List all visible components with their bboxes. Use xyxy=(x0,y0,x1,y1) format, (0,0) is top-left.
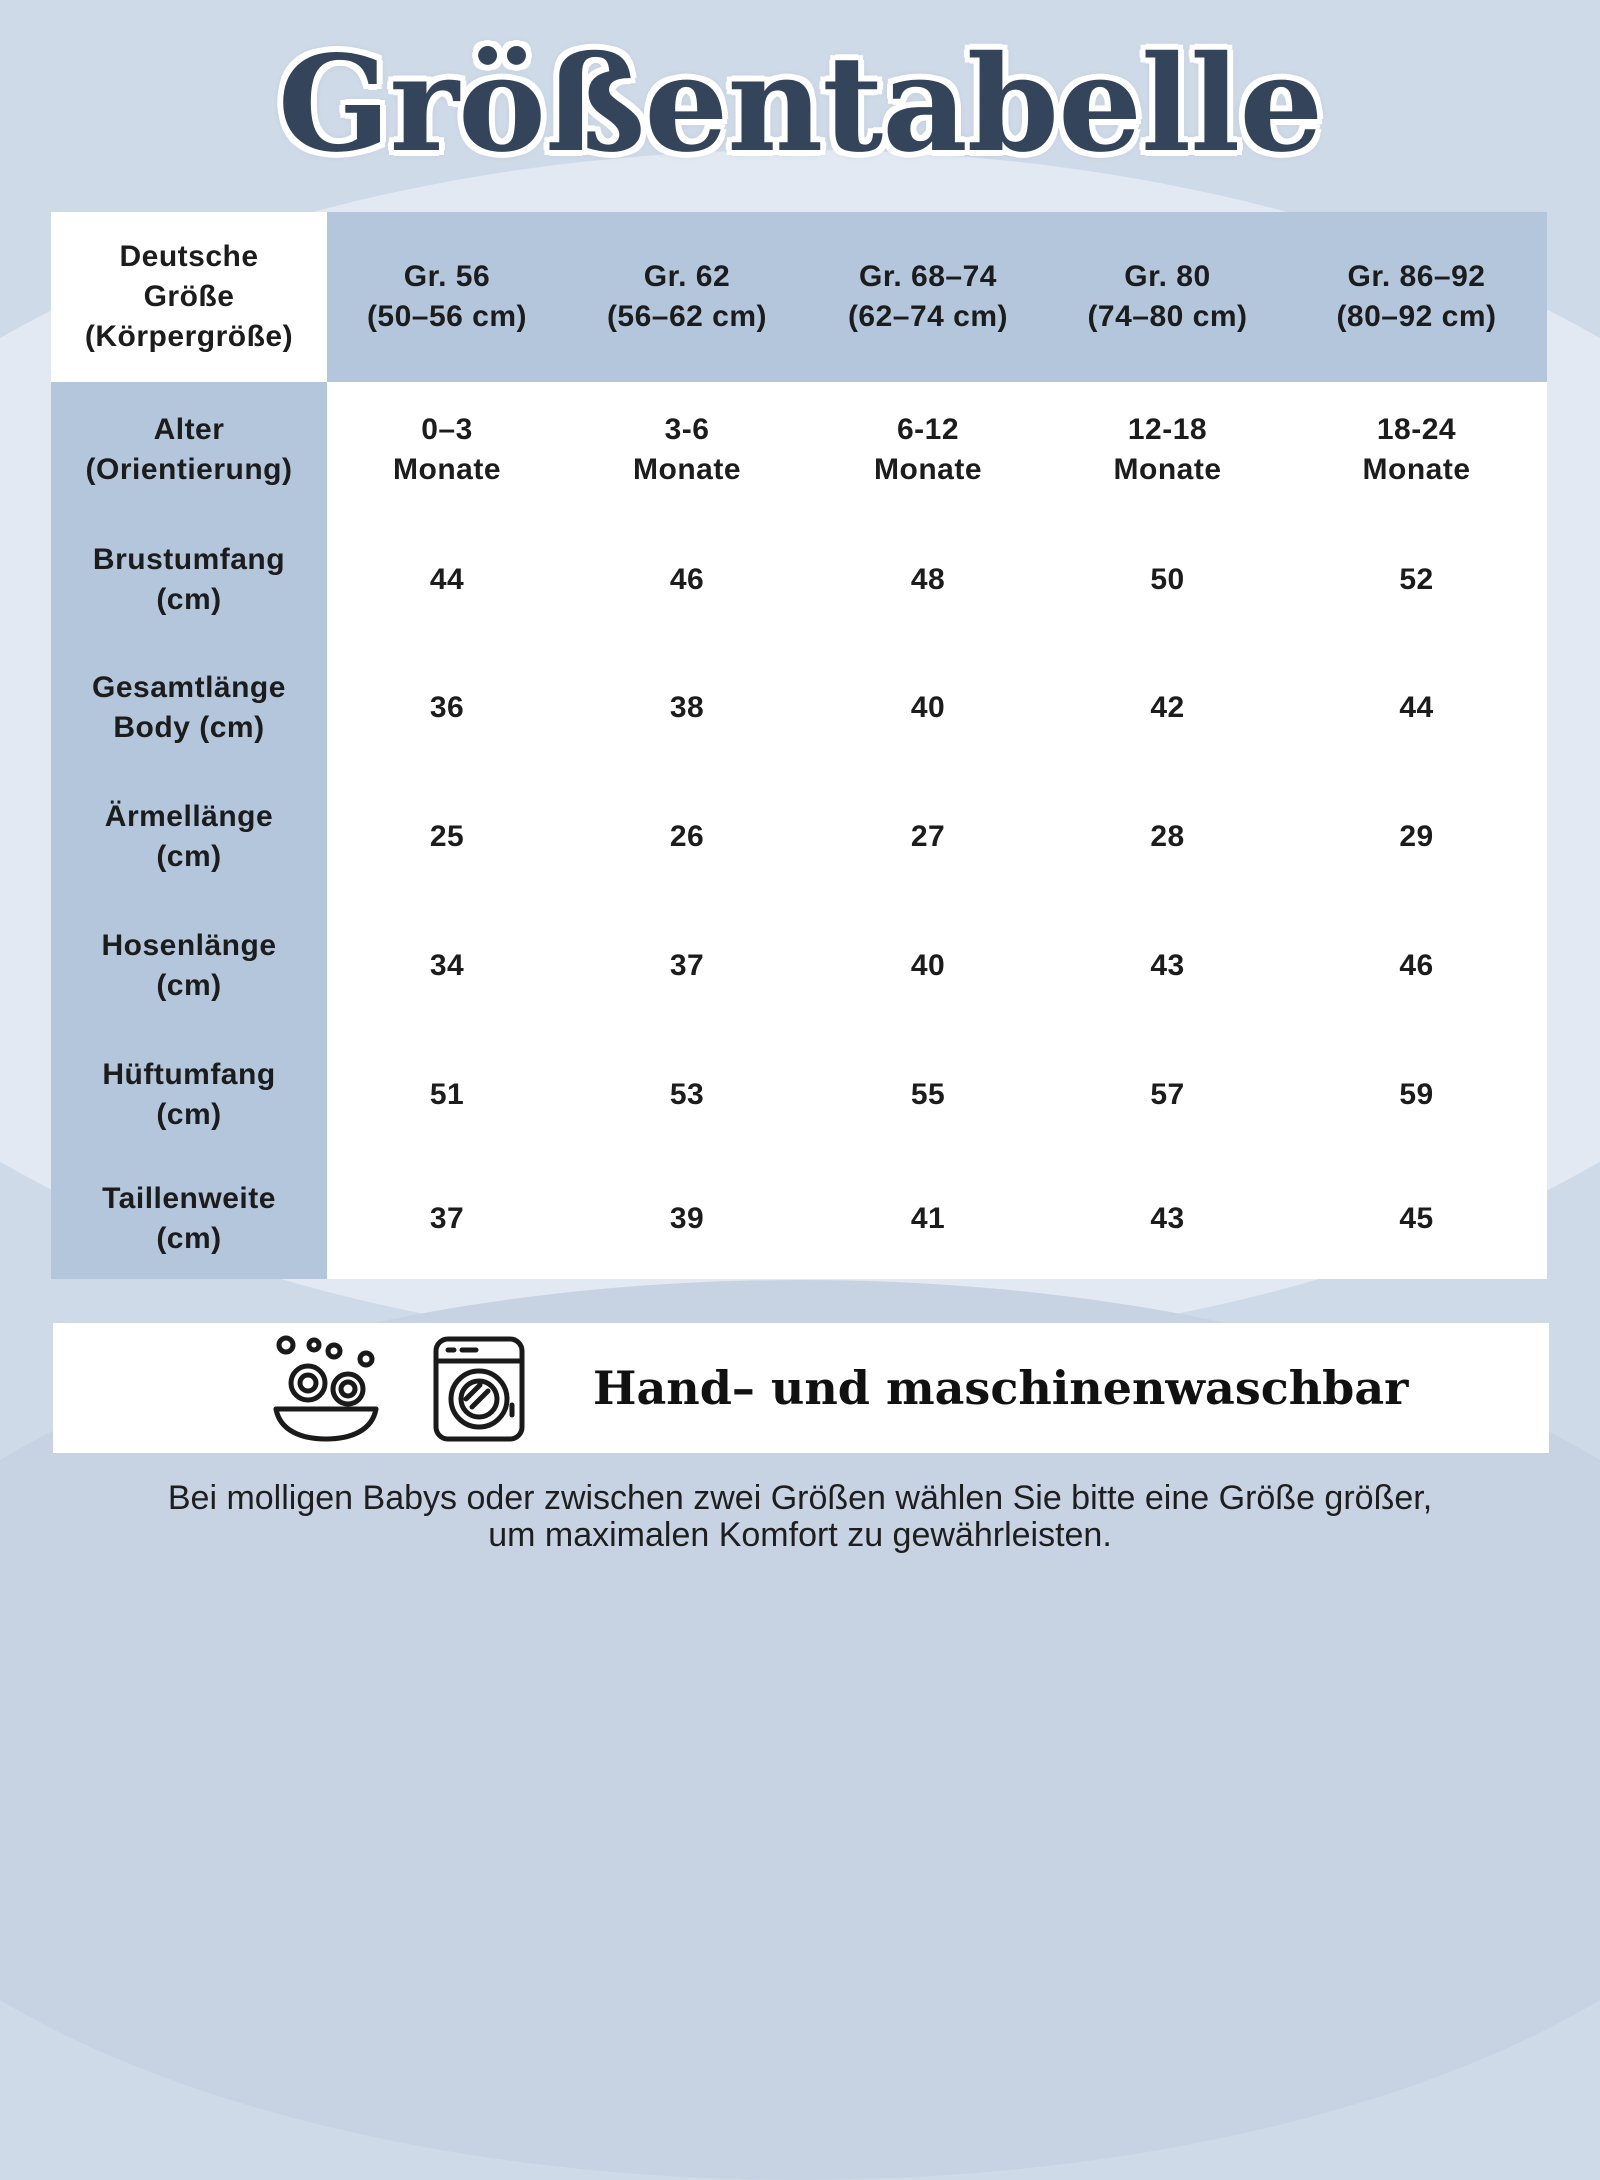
table-cell: 48 xyxy=(910,562,946,596)
table-cell: 42 xyxy=(1150,691,1185,724)
row-label: Hüftumfang (cm) xyxy=(102,1058,276,1131)
table-cell: 46 xyxy=(669,562,705,596)
row-label: Gesamtlänge Body (cm) xyxy=(92,671,286,744)
table-cell: 52 xyxy=(1399,562,1434,596)
column-header: Gr. 62 (56–62 cm) xyxy=(606,260,768,333)
row-label: Brustumfang (cm) xyxy=(92,542,286,616)
row-label: Ärmellänge (cm) xyxy=(104,800,274,873)
table-cell: 50 xyxy=(1150,562,1185,596)
table-cell: 46 xyxy=(1399,949,1434,982)
table-cell: 27 xyxy=(910,820,946,853)
size-table xyxy=(51,212,1547,1279)
table-cell: 45 xyxy=(1399,1201,1434,1235)
care-instructions-box xyxy=(53,1323,1549,1453)
table-cell: 40 xyxy=(910,949,946,982)
table-cell: 26 xyxy=(669,820,705,853)
table-cell: 28 xyxy=(1150,820,1185,853)
page-title: Größentabelle xyxy=(277,27,1323,182)
table-cell: 57 xyxy=(1150,1078,1185,1111)
table-cell: 41 xyxy=(910,1201,946,1235)
table-cell: 59 xyxy=(1399,1078,1434,1111)
table-cell: 43 xyxy=(1150,949,1185,982)
row-label: Taillenweite (cm) xyxy=(102,1181,276,1255)
table-cell: 38 xyxy=(669,691,705,724)
washing-machine-icon xyxy=(432,1335,526,1443)
table-cell: 44 xyxy=(1399,691,1434,724)
table-cell: 37 xyxy=(669,949,705,982)
row-label: Alter (Orientierung) xyxy=(85,412,293,486)
row-label: Hosenlänge (cm) xyxy=(101,929,277,1002)
table-cell: 40 xyxy=(910,691,946,724)
table-cell: 37 xyxy=(429,1201,465,1235)
table-cell: 43 xyxy=(1150,1201,1185,1235)
table-cell: 44 xyxy=(429,562,465,596)
table-cell: 25 xyxy=(429,820,465,853)
table-cell: 36 xyxy=(429,691,465,724)
table-cell: 3-6 Monate xyxy=(633,412,741,486)
table-cell: 0–3 Monate xyxy=(393,412,501,486)
table-cell: 55 xyxy=(910,1078,946,1111)
column-header: Gr. 86–92 (80–92 cm) xyxy=(1336,260,1497,333)
column-header: Gr. 56 (50–56 cm) xyxy=(366,260,528,333)
table-cell: 18-24 Monate xyxy=(1362,412,1471,486)
table-cell: 12-18 Monate xyxy=(1113,412,1222,486)
column-header: Gr. 80 (74–80 cm) xyxy=(1087,260,1248,333)
table-cell: 34 xyxy=(429,949,465,982)
hand-wash-icon xyxy=(272,1335,380,1443)
table-cell: 53 xyxy=(669,1078,705,1111)
care-text: Hand– und maschinenwaschbar xyxy=(593,1361,1409,1415)
table-cell: 29 xyxy=(1399,820,1434,853)
size-table-grid xyxy=(51,212,1547,1279)
table-corner-header: Deutsche Größe (Körpergröße) xyxy=(84,240,294,353)
table-cell: 39 xyxy=(669,1201,705,1235)
size-advice-note: Bei molligen Babys oder zwischen zwei Größen wählen Sie bitte eine Größe größer, um maximalen Komfort zu gewährleisten. xyxy=(167,1479,1433,1554)
table-cell: 51 xyxy=(429,1078,465,1111)
table-cell: 6-12 Monate xyxy=(874,412,982,486)
column-header: Gr. 68–74 (62–74 cm) xyxy=(847,260,1009,333)
